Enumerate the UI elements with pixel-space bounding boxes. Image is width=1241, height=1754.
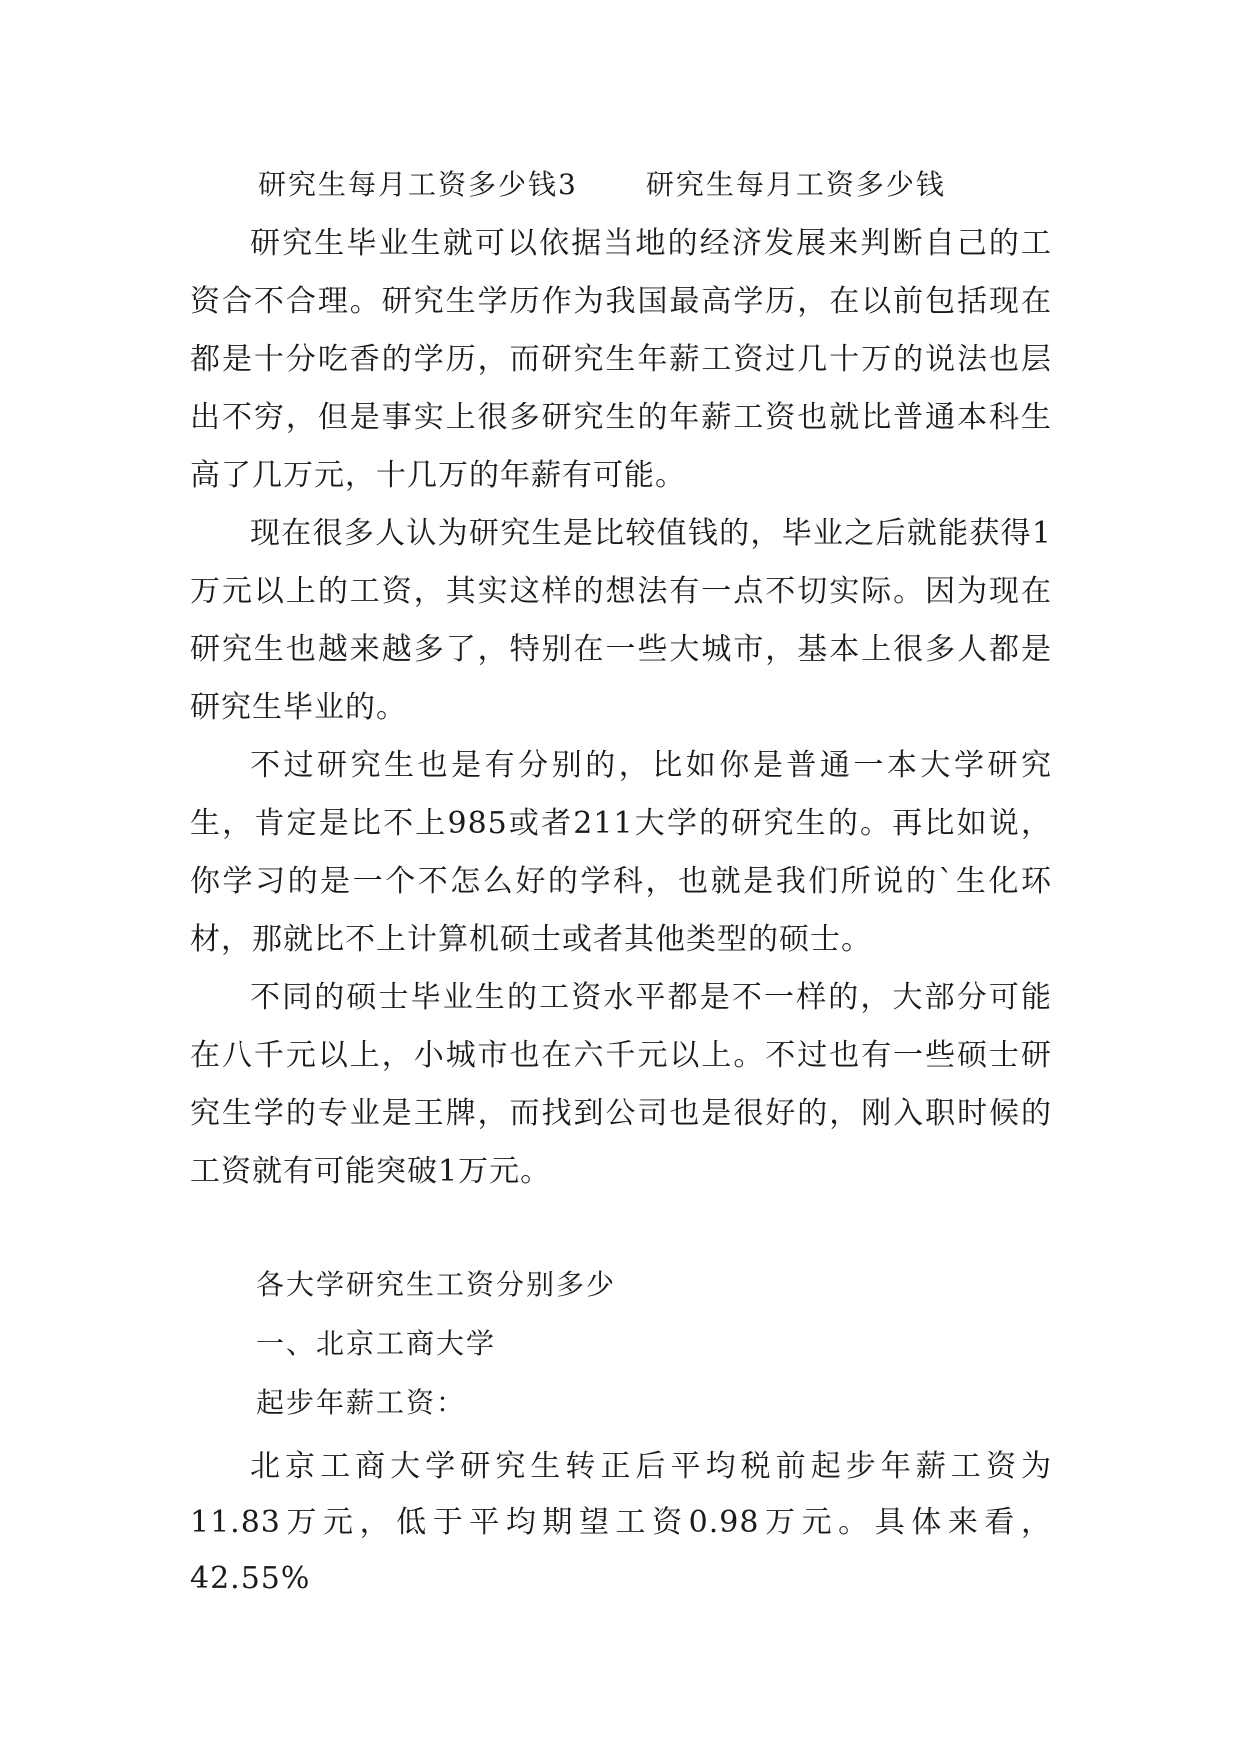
paragraph-1: 研究生毕业生就可以依据当地的经济发展来判断自己的工资合不合理。研究生学历作为我国最高学历，在以前包括现在都是十分吃香的学历，而研究生年薪工资过几十万的说法也层出不穷，但是事实上很多研究生的年薪工资也就比普通本科生高了几万元，十几万的年薪有可能。 xyxy=(190,226,1052,493)
section-heading: 各大学研究生工资分别多少 xyxy=(256,1268,617,1301)
sub-label: 起步年薪工资： xyxy=(256,1386,467,1419)
title-right: 研究生每月工资多少钱 xyxy=(645,168,946,201)
paragraph-4: 不同的硕士毕业生的工资水平都是不一样的，大部分可能在八千元以上，小城市也在六千元以上。不过也有一些硕士研究生学的专业是王牌，而找到公司也是很好的，刚入职时候的工资就有可能突破1万元。 xyxy=(190,980,1052,1189)
paragraph-3: 不过研究生也是有分别的，比如你是普通一本大学研究生，肯定是比不上985或者211大学的研究生的。再比如说，你学习的是一个不怎么好的学科，也就是我们所说的`生化环材，那就比不上计算机硕士或者其他类型的硕士。 xyxy=(190,748,1052,957)
paragraph-5: 北京工商大学研究生转正后平均税前起步年薪工资为11.83万元，低于平均期望工资0.98万元。具体来看，42.55% xyxy=(190,1449,1052,1596)
paragraph-2: 现在很多人认为研究生是比较值钱的，毕业之后就能获得1万元以上的工资，其实这样的想法有一点不切实际。因为现在研究生也越来越多了，特别在一些大城市，基本上很多人都是研究生毕业的。 xyxy=(190,516,1052,725)
title-left: 研究生每月工资多少钱3 xyxy=(258,168,578,201)
document-body xyxy=(190,215,1052,1201)
document-title xyxy=(258,160,946,210)
tail-body xyxy=(190,1439,1052,1607)
subsection-heading: 一、北京工商大学 xyxy=(256,1327,497,1360)
